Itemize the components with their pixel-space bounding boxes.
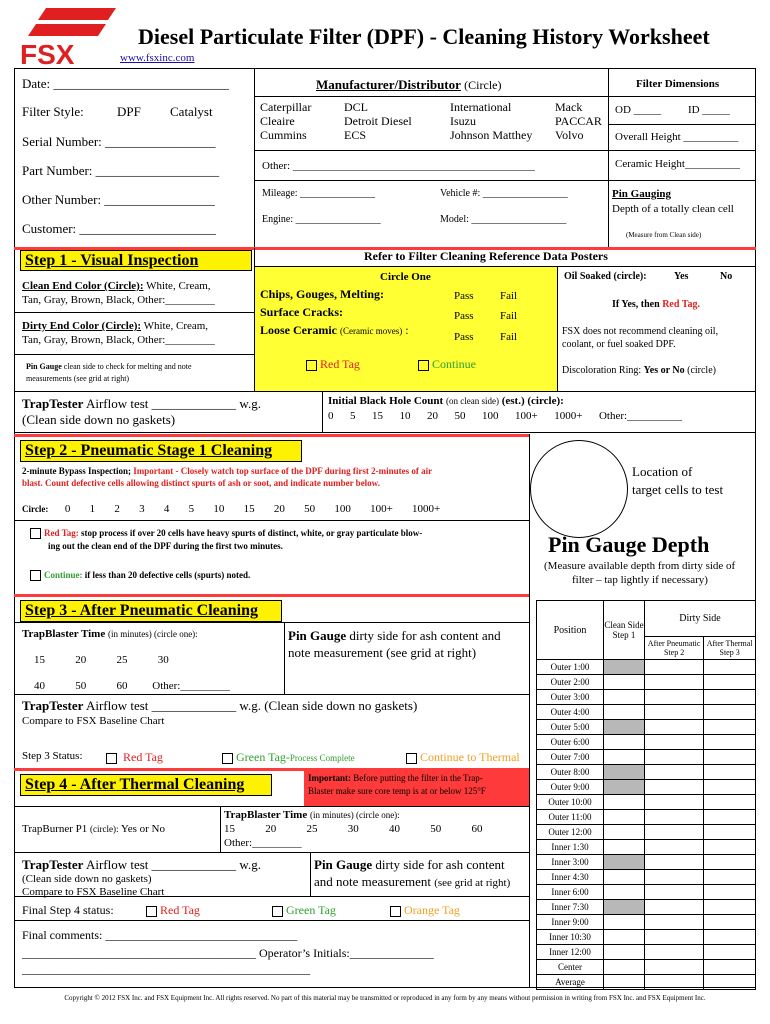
pin-gauge-cell[interactable] [704,675,756,690]
pin-gauge-cell[interactable] [604,945,645,960]
other-manufacturer-field[interactable]: Other: ____________________________________________ [262,160,535,172]
bypass-important-line2: blast. Count defective cells allowing distinct spurts of ash or soot, and indicate number below. [22,478,380,488]
pin-gauge-cell[interactable] [604,750,645,765]
fsx-note: FSX does not recommend cleaning oil, [562,326,719,337]
pin-gauge-note-line2: measurements (see grid at right) [26,374,130,383]
clean-side-header: Clean Side Step 1 [604,601,645,660]
reference-note: Refer to Filter Cleaning Reference Data Posters [364,249,608,263]
step3-status-label: Step 3 Status: [22,750,83,762]
pin-gauge-cell[interactable] [704,840,756,855]
target-cell-diagram [530,440,628,538]
pin-gauge-cell[interactable] [604,735,645,750]
step4-pin-gauge-line2: and note measurement (see grid at right) [314,874,511,889]
pin-gauge-position: Inner 4:30 [537,870,604,885]
pin-gauge-row [537,660,756,675]
pin-gauge-position: Center [537,960,604,975]
svg-text:FSX: FSX [20,39,75,66]
pin-gauge-cell[interactable] [604,840,645,855]
step2-bar: Step 2 - Pneumatic Stage 1 Cleaning [20,440,302,462]
pin-gauge-row [537,795,756,810]
id-field[interactable]: ID _____ [688,104,730,116]
pin-gauge-cell[interactable] [704,960,756,975]
step1-bar: Step 1 - Visual Inspection [20,250,252,271]
oil-soaked-label: Oil Soaked (circle): [564,271,647,282]
cracks-label: Surface Cracks: [260,305,343,319]
pin-gauge-cell[interactable] [704,885,756,900]
manufacturer-title: Manufacturer/Distributor (Circle) [316,77,502,92]
pin-gauge-row [537,765,756,780]
final-red-tag[interactable]: Red Tag [146,903,200,918]
chips-fail[interactable]: Fail [500,290,518,302]
pin-gauge-cell[interactable] [604,915,645,930]
step4-compare: Compare to FSX Baseline Chart [22,886,165,898]
pin-gauge-position: Inner 9:00 [537,915,604,930]
after-pneumatic-header: After Pneumatic Step 2 [645,637,704,660]
pin-gauge-cell[interactable] [645,810,704,825]
pin-gauging-title: Pin Gauging [612,188,671,200]
pin-gauge-row [537,780,756,795]
pin-gauge-row [537,855,756,870]
engine-field[interactable]: Engine: _________________ [262,214,381,225]
fsx-logo [18,6,118,66]
pin-gauge-note: Pin Gauge clean side to check for melting and note [26,362,192,371]
pin-gauge-cell[interactable] [704,810,756,825]
pin-gauge-cell[interactable] [704,825,756,840]
pin-gauge-cell[interactable] [645,945,704,960]
pin-gauge-cell[interactable] [645,900,704,915]
step4-trapblaster: TrapBlaster Time (in minutes) (circle one): [224,809,400,821]
discoloration-ring[interactable]: Discoloration Ring: Yes or No (circle) [562,365,716,376]
pin-gauge-cell[interactable] [604,690,645,705]
filter-style-label: Filter Style: [22,104,84,119]
pin-gauge-cell[interactable] [704,930,756,945]
pin-gauge-cell[interactable] [704,660,756,675]
pin-gauge-row [537,750,756,765]
black-hole-label: Initial Black Hole Count (on clean side) (est.) (circle): [328,395,564,407]
pin-gauge-cell[interactable] [604,720,645,735]
pin-gauge-row [537,915,756,930]
pin-gauge-row [537,900,756,915]
pin-gauge-cell[interactable] [645,735,704,750]
pin-gauge-row [537,705,756,720]
serial-number-field[interactable]: Serial Number: _________________ [22,134,216,149]
step3-continue-thermal[interactable]: Continue to Thermal [406,750,520,765]
step1-clean-down: (Clean side down no gaskets) [22,412,176,427]
pin-gauge-row [537,675,756,690]
pin-gauge-cell[interactable] [645,870,704,885]
pin-gauge-cell[interactable] [645,975,704,990]
position-header: Position [537,601,604,660]
chips-label: Chips, Gouges, Melting: [260,287,385,301]
pin-gauge-cell[interactable] [704,855,756,870]
dirty-end-colors-line2[interactable]: Tan, Gray, Brown, Black, Other:_________ [22,334,215,346]
final-green-tag[interactable]: Green Tag [272,903,336,918]
filter-dimensions-title: Filter Dimensions [636,78,720,90]
pin-gauge-cell[interactable] [645,750,704,765]
step2-red-tag[interactable]: Red Tag: stop process if over 20 cells have heavy spurts of distinct, white, or gray particulate blow- [30,528,422,539]
pin-gauge-cell[interactable] [645,960,704,975]
pin-gauge-cell[interactable] [645,660,704,675]
fsx-note-line2: coolant, or fuel soaked DPF. [562,339,676,350]
od-field[interactable]: OD _____ [615,104,662,116]
pin-gauge-cell[interactable] [645,930,704,945]
pin-gauge-cell[interactable] [604,795,645,810]
pin-gauge-row [537,810,756,825]
step4-pin-gauge: Pin Gauge dirty side for ash content [314,857,505,872]
pin-gauge-cell[interactable] [604,855,645,870]
pin-gauge-position: Inner 3:00 [537,855,604,870]
date-field[interactable]: Date: ___________________________ [22,76,229,91]
step3-times-row2[interactable]: 40 50 60 Other:_________ [34,680,230,692]
pin-gauge-cell[interactable] [704,915,756,930]
pin-gauge-position: Outer 7:00 [537,750,604,765]
oil-no[interactable]: No [720,271,733,282]
pin-gauge-sub: (Measure available depth from dirty side of [544,560,736,572]
pin-gauge-row [537,720,756,735]
pin-gauge-position: Outer 3:00 [537,690,604,705]
step3-airflow[interactable]: TrapTester Airflow test _____________ w.g. (Clean side down no gaskets) [22,698,418,713]
pin-gauge-cell[interactable] [704,720,756,735]
pin-gauge-position: Outer 12:00 [537,825,604,840]
pin-gauge-cell[interactable] [645,855,704,870]
manufacturer-col1[interactable]: Caterpillar Cleaire Cummins [260,100,312,142]
step1-airflow[interactable]: TrapTester Airflow test _____________ w.g. [22,396,261,411]
pin-gauge-cell[interactable] [704,975,756,990]
step4-bar: Step 4 - After Thermal Cleaning [20,774,272,796]
final-orange-tag[interactable]: Orange Tag [390,903,460,918]
step2-divider [14,434,529,437]
pin-gauge-cell[interactable] [645,795,704,810]
pin-gauge-cell[interactable] [704,900,756,915]
step3-pin-gauge-line2: note measurement (see grid at right) [288,645,477,660]
pin-gauge-row [537,885,756,900]
step3-times-row1[interactable]: 15 20 25 30 [34,654,169,666]
pin-gauge-position: Outer 2:00 [537,675,604,690]
pin-gauge-cell[interactable] [704,705,756,720]
vehicle-field[interactable]: Vehicle #: _________________ [440,188,568,199]
pin-gauge-cell[interactable] [604,930,645,945]
final-comments-line3[interactable]: ________________________________________________ [22,962,310,976]
pin-gauge-position: Outer 4:00 [537,705,604,720]
manufacturer-col4[interactable]: Mack PACCAR Volvo [555,100,602,142]
dirty-side-header: Dirty Side [645,601,756,637]
pin-gauge-position: Outer 5:00 [537,720,604,735]
step4-important: Important: Before putting the filter in the Trap- [308,773,483,783]
dpf-option[interactable]: DPF [117,104,141,119]
step3-divider [14,594,529,597]
mileage-field[interactable]: Mileage: _______________ [262,188,376,199]
pin-gauge-row [537,825,756,840]
depth-label: Depth of a totally clean cell [612,203,734,215]
pin-gauge-cell[interactable] [704,735,756,750]
step3-green-tag[interactable]: Green Tag-Process Complete [222,750,355,765]
after-thermal-header: After Thermal Step 3 [704,637,756,660]
step1-red-tag[interactable]: Red Tag [306,357,360,372]
pin-gauge-cell[interactable] [645,705,704,720]
pin-gauge-position: Outer 10:00 [537,795,604,810]
pin-gauge-cell[interactable] [704,690,756,705]
pin-gauge-position: Outer 11:00 [537,810,604,825]
loose-fail[interactable]: Fail [500,331,518,343]
ceramic-height-field[interactable]: Ceramic Height__________ [615,158,740,170]
manufacturer-col3[interactable]: International Isuzu Johnson Matthey [450,100,533,142]
step2-continue[interactable]: Continue: if less than 20 defective cells (spurts) noted. [30,570,250,581]
pin-gauge-cell[interactable] [704,795,756,810]
page-title: Diesel Particulate Filter (DPF) - Cleaning History Worksheet [138,24,710,49]
pin-gauge-cell[interactable] [704,870,756,885]
pin-gauge-cell[interactable] [604,810,645,825]
pin-gauge-position: Outer 9:00 [537,780,604,795]
pin-gauge-cell[interactable] [604,705,645,720]
location-label: Location of [632,464,693,479]
pin-gauge-cell[interactable] [645,885,704,900]
step2-stop-line2: ing out the clean end of the DPF during the first two minutes. [48,541,283,551]
circle-one-label: Circle One [380,271,431,283]
location-label-line2: target cells to test [632,482,724,497]
operator-initials-field[interactable]: _______________________________________ Operator’s Initials:______________ [22,946,434,960]
step3-trapblaster: TrapBlaster Time (in minutes) (circle one): [22,628,198,640]
pin-gauge-cell[interactable] [645,765,704,780]
final-comments-field[interactable]: Final comments: ________________________________ [22,928,298,942]
pin-gauge-row [537,690,756,705]
pin-gauge-cell[interactable] [704,780,756,795]
cracks-pass[interactable]: Pass [454,310,474,322]
pin-gauge-sub2: filter – tap lightly if necessary) [572,574,708,586]
pin-gauge-position: Outer 6:00 [537,735,604,750]
black-hole-counts[interactable]: 0 5 15 10 20 50 100 100+ 1000+ Other:__________ [328,410,683,422]
pin-gauge-cell[interactable] [604,675,645,690]
pin-gauge-cell[interactable] [604,885,645,900]
pin-gauge-cell[interactable] [645,780,704,795]
step3-red-tag[interactable]: Red Tag [106,750,163,765]
step4-airflow[interactable]: TrapTester Airflow test _____________ w.g. [22,857,261,872]
pin-gauge-position: Inner 6:00 [537,885,604,900]
step3-compare: Compare to FSX Baseline Chart [22,715,165,727]
if-yes-note: If Yes, then Red Tag. [612,299,700,310]
bypass-inspection: 2-minute Bypass Inspection; Important - Closely watch top surface of the DPF during first 2-minutes of air [22,466,433,476]
pin-gauge-position: Inner 10:30 [537,930,604,945]
pin-gauge-position: Outer 1:00 [537,660,604,675]
step4-times[interactable]: 15 20 25 30 40 50 60 [224,823,483,835]
pin-gauge-cell[interactable] [645,915,704,930]
pin-gauge-row [537,945,756,960]
pin-gauge-cell[interactable] [645,675,704,690]
step3-pin-gauge: Pin Gauge dirty side for ash content and [288,628,501,643]
catalyst-option[interactable]: Catalyst [170,104,213,119]
copyright-footer: Copyright © 2012 FSX Inc. and FSX Equipment Inc. All rights reserved. No part of this material may be transmitted or reproduced in any form by any means without permission in writing from FSX Inc. and FSX Equipment Inc. [64,994,706,1002]
pin-gauge-row [537,840,756,855]
step4-other-time[interactable]: Other:_________ [224,837,302,849]
pin-gauge-row [537,870,756,885]
pin-gauge-cell[interactable] [604,870,645,885]
manufacturer-col2[interactable]: DCL Detroit Diesel ECS [344,100,412,142]
pin-gauge-cell[interactable] [704,945,756,960]
loose-label: Loose Ceramic (Ceramic moves) : [260,323,409,337]
part-number-field[interactable]: Part Number: ___________________ [22,163,220,178]
pin-gauge-cell[interactable] [604,765,645,780]
dirty-end-color[interactable]: Dirty End Color (Circle): White, Cream, [22,320,209,332]
clean-end-colors-line2[interactable]: Tan, Gray, Brown, Black, Other:_________ [22,294,215,306]
pin-gauge-cell[interactable] [645,825,704,840]
pin-gauge-cell[interactable] [645,690,704,705]
clean-end-color[interactable]: Clean End Color (Circle): White, Cream, [22,280,211,292]
overall-height-field[interactable]: Overall Height __________ [615,131,739,143]
pin-gauge-cell[interactable] [645,720,704,735]
pin-gauge-position: Inner 7:30 [537,900,604,915]
customer-field[interactable]: Customer: _____________________ [22,221,216,236]
chips-pass[interactable]: Pass [454,290,474,302]
pin-gauge-position: Average [537,975,604,990]
pin-gauge-position: Inner 12:00 [537,945,604,960]
pin-gauge-row [537,735,756,750]
pin-gauge-cell[interactable] [645,840,704,855]
cracks-fail[interactable]: Fail [500,310,518,322]
pin-gauge-row [537,960,756,975]
pin-gauge-row [537,930,756,945]
pin-gauge-cell[interactable] [704,765,756,780]
pin-gauge-cell[interactable] [604,825,645,840]
model-field[interactable]: Model: ___________________ [440,214,567,225]
step1-continue[interactable]: Continue [418,357,476,372]
pin-gauge-row [537,975,756,990]
measure-note: (Measure from Clean side) [626,231,702,239]
trapburner-field[interactable]: TrapBurner P1 (circle): Yes or No [22,823,165,835]
pin-gauge-cell[interactable] [604,780,645,795]
pin-gauge-title: Pin Gauge Depth [548,532,710,557]
pin-gauge-cell[interactable] [604,975,645,990]
website-link[interactable]: www.fsxinc.com [120,52,195,64]
pin-gauge-position: Outer 8:00 [537,765,604,780]
step3-bar: Step 3 - After Pneumatic Cleaning [20,600,282,622]
pin-gauge-cell[interactable] [604,960,645,975]
step4-clean-down: (Clean side down no gaskets) [22,873,152,885]
final-status-label: Final Step 4 status: [22,903,114,917]
oil-yes[interactable]: Yes [674,271,689,282]
step4-important-line2: Blaster make sure core temp is at or below 125°F [308,786,486,796]
pin-gauge-cell[interactable] [604,900,645,915]
pin-gauge-cell[interactable] [604,660,645,675]
pin-gauge-cell[interactable] [704,750,756,765]
loose-pass[interactable]: Pass [454,331,474,343]
pin-gauge-grid [536,600,756,990]
other-number-field[interactable]: Other Number: _________________ [22,192,215,207]
spurt-counts[interactable]: Circle: 0 1 2 3 4 5 10 15 20 50 100 100+ 1000+ [22,503,441,515]
pin-gauge-position: Inner 1:30 [537,840,604,855]
